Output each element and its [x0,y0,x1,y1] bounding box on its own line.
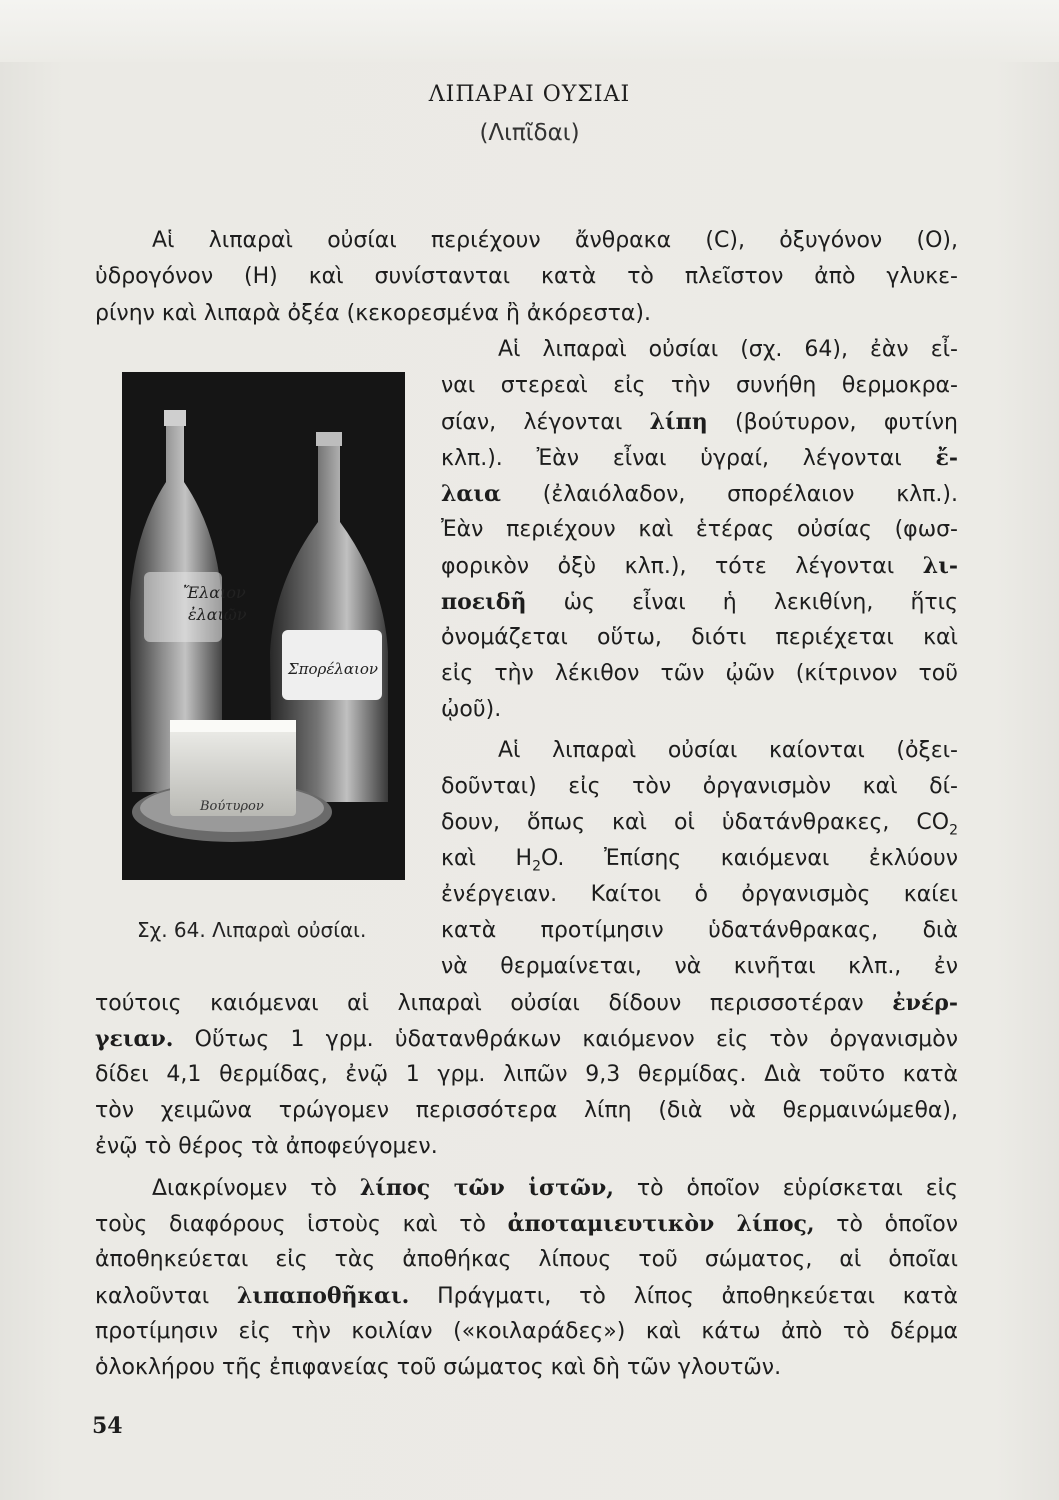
text-line: Ἐὰν περιέχουν καὶ ἑτέρας οὐσίας (φωσ- [441,517,958,542]
page-title: ΛΙΠΑΡΑΙ ΟΥΣΙΑΙ [428,82,631,107]
text-line: προτίμησιν εἰς τὴν κοιλίαν («κοιλαράδες») καὶ κάτω ἀπὸ τὸ δέρμα [95,1319,958,1344]
text-line: κλπ.). Ἐὰν εἶναι ὑγραί, λέγονται ἔ- [441,445,958,471]
page-subtitle: (Λιπῖδαι) [479,120,580,146]
page-number: 54 [92,1413,123,1439]
text-line: Αἱ λιπαραὶ οὐσίαι (σχ. 64), ἐὰν εἶ- [498,337,958,362]
bold-term: ἔ- [935,445,958,471]
text-line: εἰς τὴν λέκιθον τῶν ᾠῶν (κίτρινον τοῦ [441,661,958,686]
bold-term: λίπος τῶν ἱστῶν, [359,1175,614,1201]
text-line: σίαν, λέγονται λίπη (βούτυρον, φυτίνη [441,409,958,435]
figure-label-oil-2: ἐλαιῶν [188,605,247,624]
fats-photo-illustration [122,372,405,880]
text-line: καὶ $H_2O$. Ἐπίσης καιόμεναι ἐκλύουν [441,846,958,875]
bold-term: γειαν. [95,1026,174,1052]
text-line: ὑδρογόνον (H) καὶ συνίστανται κατὰ τὸ πλεῖστον ἀπὸ γλυκε- [95,264,958,289]
text-line: ἐνέργειαν. Καίτοι ὁ ὀργανισμὸς καίει [441,882,958,907]
bold-term: ἐνέρ- [892,990,958,1016]
text-line: ἐνῷ τὸ θέρος τὰ ἀποφεύγομεν. [95,1134,438,1159]
text-line: τοὺς διαφόρους ἱστοὺς καὶ τὸ ἀποταμιευτικὸν λίπος, τὸ ὁποῖον [95,1211,959,1237]
text-line: δοῦνται) εἰς τὸν ὀργανισμὸν καὶ δί- [441,774,958,799]
figure-label-butter: Βούτυρον [200,799,264,814]
figure-photo [122,372,405,880]
figure-label-seed-oil: Σπορέλαιον [288,660,379,678]
page-top-edge [0,0,1059,62]
text-line: ὀνομάζεται οὕτω, διότι περιέχεται καὶ [441,625,958,650]
text-line: Διακρίνομεν τὸ λίπος τῶν ἱστῶν, τὸ ὁποῖον εὑρίσκεται εἰς [152,1175,958,1201]
figure-caption: Σχ. 64. Λιπαραὶ οὐσίαι. [137,918,367,942]
text-line: φορικὸν ὀξὺ κλπ.), τότε λέγονται λι- [441,553,958,579]
bold-term: λι- [922,553,958,579]
text-line: ναι στερεαὶ εἰς τὴν συνήθη θερμοκρα- [441,373,958,398]
text-line: ἀποθηκεύεται εἰς τὰς ἀποθήκας λίπους τοῦ σώματος, αἱ ὁποῖαι [95,1247,958,1272]
text-line: λαια (ἐλαιόλαδον, σπορέλαιον κλπ.). [441,481,958,507]
figure-label-oil-1: Ἔλαιον [183,583,246,602]
bold-term: λιπαποθῆκαι. [237,1283,410,1309]
text-line: ποειδῆ ὡς εἶναι ἡ λεκιθίνη, ἥτις [441,589,958,615]
text-line: ᾠοῦ). [441,697,502,722]
bold-term: ἀποταμιευτικὸν λίπος, [507,1211,815,1237]
text-line: τὸν χειμῶνα τρώγομεν περισσότερα λίπη (διὰ νὰ θερμαινώμεθα), [95,1098,958,1123]
text-line: δίδει 4,1 θερμίδας, ἐνῷ 1 γρμ. λιπῶν 9,3 θερμίδας. Διὰ τοῦτο κατὰ [95,1062,958,1087]
text-line: τούτοις καιόμεναι αἱ λιπαραὶ οὐσίαι δίδουν περισσοτέραν ἐνέρ- [95,990,958,1016]
text-line: γειαν. Οὕτως 1 γρμ. ὑδατανθράκων καιόμενον εἰς τὸν ὀργανισμὸν [95,1026,958,1052]
text-line: νὰ θερμαίνεται, νὰ κινῆται κλπ., ἐν [441,954,958,979]
bold-term: ποειδῆ [441,589,527,615]
text-line: Αἱ λιπαραὶ οὐσίαι καίονται (ὀξει- [498,738,958,763]
text-line: ὁλοκλήρου τῆς ἐπιφανείας τοῦ σώματος καὶ δὴ τῶν γλουτῶν. [95,1355,782,1380]
text-line: ρίνην καὶ λιπαρὰ ὀξέα (κεκορεσμένα ἢ ἀκόρεστα). [95,301,651,326]
text-line: δουν, ὅπως καὶ οἱ ὑδατάνθρακες, $CO_2$ [441,810,958,839]
text-line: κατὰ προτίμησιν ὑδατάνθρακας, διὰ [441,918,958,943]
text-line: καλοῦνται λιπαποθῆκαι. Πράγματι, τὸ λίπος ἀποθηκεύεται κατὰ [95,1283,958,1309]
bold-term: λαια [441,481,501,507]
bold-term: λίπη [649,409,708,435]
text-line: Αἱ λιπαραὶ οὐσίαι περιέχουν ἄνθρακα (C), ὀξυγόνον (O), [152,228,958,253]
